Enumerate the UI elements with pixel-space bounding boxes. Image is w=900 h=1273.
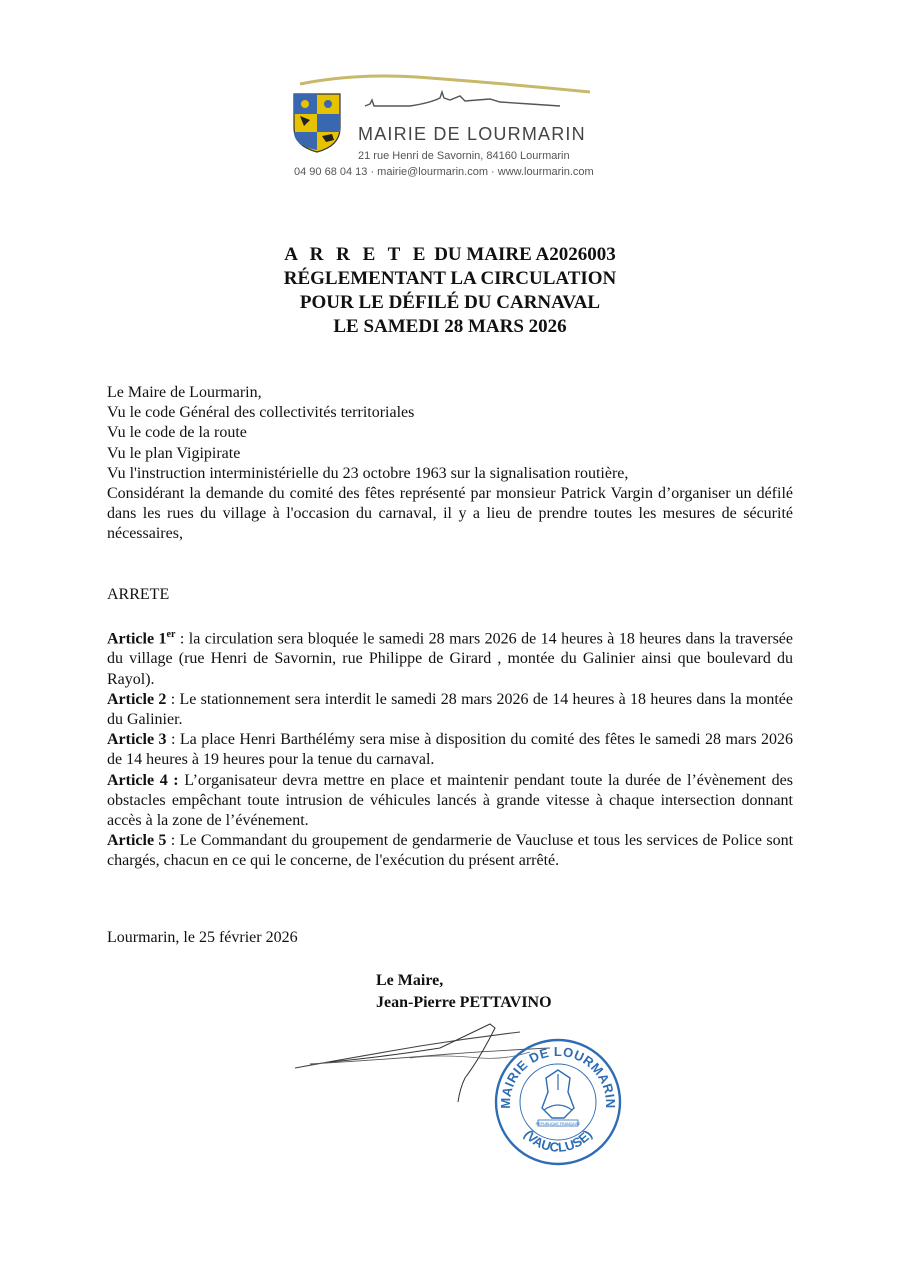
article-4 — [107, 771, 793, 832]
preamble-visa-2: Vu le code de la route — [107, 424, 247, 442]
title-decree-number: DU MAIRE A2026003 — [429, 244, 616, 265]
title-arrete-spaced: A R R E T E — [284, 244, 430, 265]
article-2-label: Article 2 — [107, 690, 167, 708]
stamp-ribbon-text: RÉPUBLIQUE FRANÇAISE — [535, 1122, 581, 1126]
article-3 — [107, 730, 793, 770]
preamble-considerant: Considérant la demande du comité des fêtes représenté par monsieur Patrick Vargin d’organiser un défilé dans les rues du village à l'occasion du carnaval, il y a lieu de prendre toutes les mesures de sécurité nécessaires, — [107, 485, 793, 543]
decree-body — [107, 383, 793, 872]
mairie-name: MAIRIE DE LOURMARIN — [358, 124, 586, 144]
article-1-text: la circulation sera bloquée le samedi 28 mars 2026 de 14 heures à 18 heures dans la traversée du village (rue Henri de Savornin, rue Philippe de Girard , montée du Galinier ainsi que boulevard du Rayol). — [107, 630, 793, 688]
title-line-4: LE SAMEDI 28 MARS 2026 — [333, 316, 567, 337]
svg-text:(VAUCLUSE) — [521, 1127, 595, 1155]
article-3-label: Article 3 — [107, 731, 167, 749]
article-5 — [107, 831, 793, 871]
signatory-name: Jean-Pierre PETTAVINO — [376, 994, 552, 1011]
mairie-address: 21 rue Henri de Savornin, 84160 Lourmarin — [358, 150, 570, 162]
preamble-visa-3: Vu le plan Vigipirate — [107, 444, 241, 462]
article-1 — [107, 625, 793, 690]
stamp-bottom-text: (VAUCLUSE) — [521, 1127, 595, 1155]
official-mairie-stamp — [488, 1030, 628, 1170]
signatory-block — [376, 970, 552, 1014]
article-3-text: La place Henri Barthélémy sera mise à disposition du comité des fêtes le samedi 28 mars 2026 de 14 heures à 19 heures pour la tenue du carnaval. — [107, 731, 794, 769]
article-1-separator: : — [175, 630, 189, 648]
preamble-visa-4: Vu l'instruction interministérielle du 23 octobre 1963 sur la signalisation routière, — [107, 464, 629, 482]
article-2-text: Le stationnement sera interdit le samedi 28 mars 2026 de 14 heures à 18 heures dans la montée du Galinier. — [107, 690, 793, 728]
arrete-heading: ARRETE — [107, 585, 170, 603]
title-line-1 — [0, 243, 900, 267]
preamble-visa-1: Vu le code Général des collectivités territoriales — [107, 404, 415, 422]
stamp-top-text: MAIRIE DE LOURMARIN — [497, 1043, 619, 1109]
article-1-sup: er — [166, 628, 176, 640]
article-4-label: Article 4 : — [107, 771, 179, 789]
letterhead — [280, 70, 680, 190]
title-line-2: RÉGLEMENTANT LA CIRCULATION — [283, 268, 617, 289]
article-5-label: Article 5 — [107, 832, 167, 850]
lourmarin-coat-of-arms — [292, 92, 342, 154]
article-2-separator: : — [166, 690, 180, 708]
preamble-mayor: Le Maire de Lourmarin, — [107, 384, 262, 401]
article-3-separator: : — [166, 731, 180, 749]
signatory-role: Le Maire, — [376, 972, 444, 989]
place-and-date: Lourmarin, le 25 février 2026 — [107, 929, 298, 946]
article-2 — [107, 690, 793, 730]
title-line-3: POUR LE DÉFILÉ DU CARNAVAL — [299, 292, 601, 313]
decree-title — [0, 243, 900, 339]
article-5-separator: : — [166, 832, 180, 850]
mairie-contact: 04 90 68 04 13 · mairie@lourmarin.com · www.lourmarin.com — [294, 166, 594, 178]
article-4-text: L’organisateur devra mettre en place et maintenir pendant toute la durée de l’évènement des obstacles empêchant toute intrusion de véhicules lancés à grande vitesse à chaque intersection donnant accès à la zone de l’événement. — [107, 771, 794, 829]
article-5-text: Le Commandant du groupement de gendarmerie de Vaucluse et tous les services de Police sont chargés, chacun en ce qui le concerne, de l'exécution du présent arrêté. — [107, 832, 794, 870]
article-1-label: Article 1 — [107, 630, 167, 648]
